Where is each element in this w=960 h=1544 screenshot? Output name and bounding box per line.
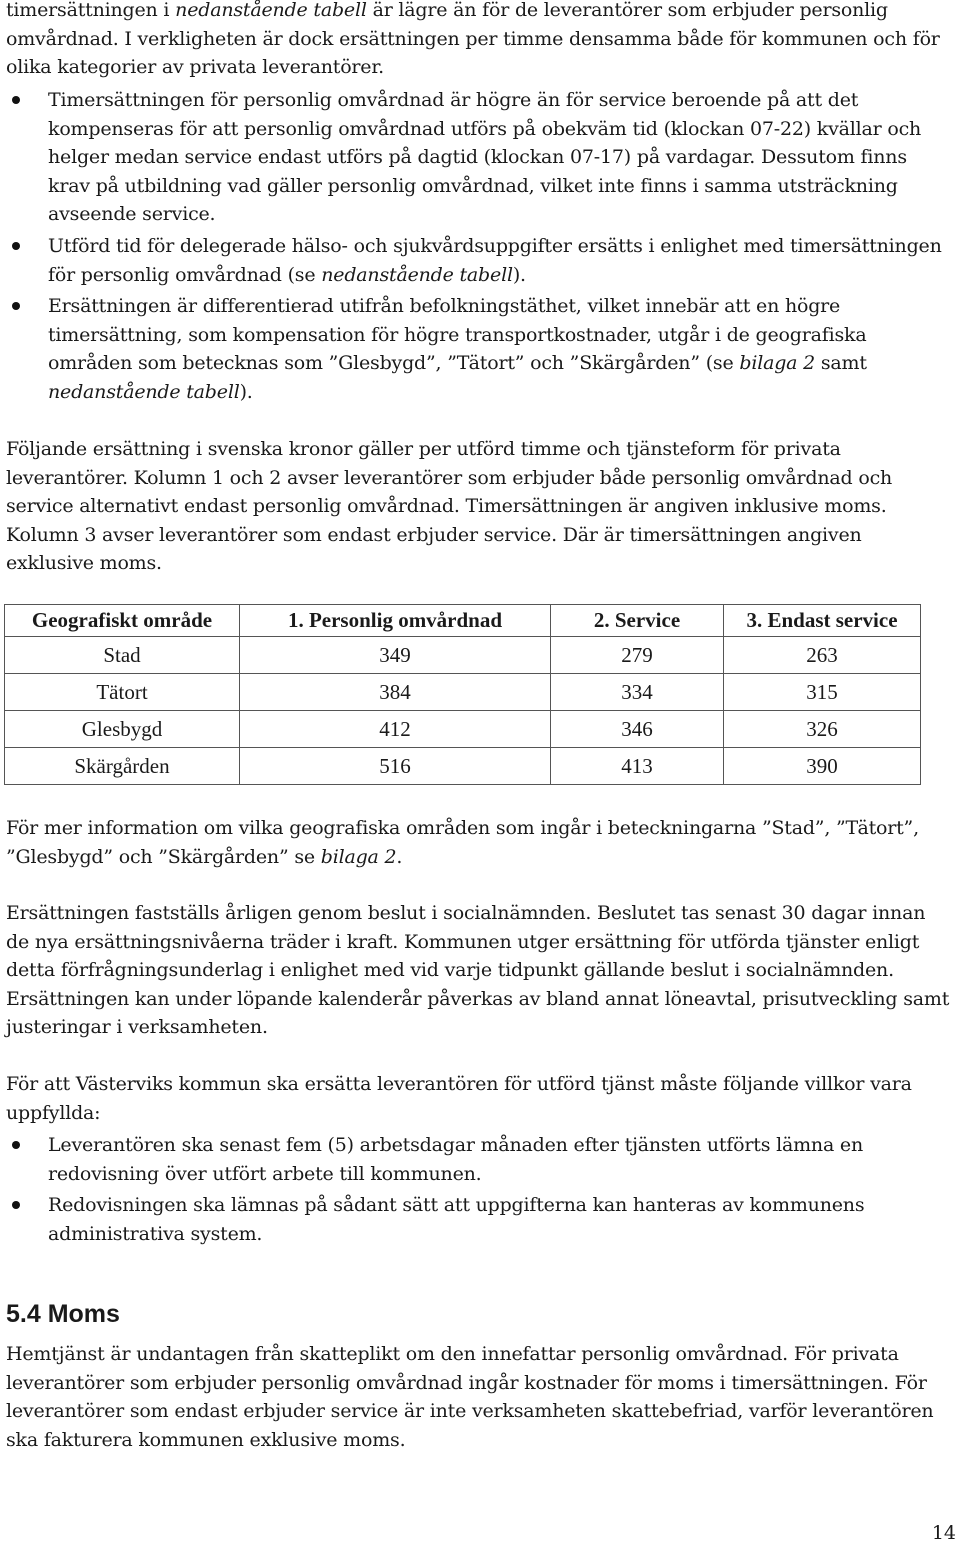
table-cell: 413 <box>551 748 724 785</box>
table-cell: 315 <box>724 674 921 711</box>
table-cell: Glesbygd <box>5 711 240 748</box>
rates-table <box>4 604 921 785</box>
table-cell: 279 <box>551 637 724 674</box>
list-item-emphasis: nedanstående tabell <box>321 263 513 286</box>
list-item <box>6 86 954 229</box>
intro-text-end: är lägre än för de leverantörer som erbjuder personlig omvårdnad. I verkligheten är dock ersättningen per timme densamma både för kommunen och för olika kategorier av privata leverantörer. <box>6 0 940 79</box>
column-header: Geografiskt område <box>5 605 240 637</box>
list-item-text: Timersättningen för personlig omvårdnad är högre än för service beroende på att det kompenseras för att personlig omvårdnad utförs på obekväm tid (klockan 07-22) kvällar och helger medan service endast utförs på dagtid (klockan 07-17) på vardagar. Dessutom finns krav på utbildning vad gäller personlig omvårdnad, vilket inte finns i samma utsträckning avseende service. <box>48 89 922 226</box>
bullet-icon <box>12 242 20 250</box>
table-cell: Stad <box>5 637 240 674</box>
bullet-icon <box>12 1201 20 1209</box>
column-header: 3. Endast service <box>724 605 921 637</box>
table-header-row <box>5 605 921 637</box>
table-cell: 516 <box>240 748 551 785</box>
list-item-emphasis: bilaga 2 <box>739 352 816 375</box>
table-cell: 346 <box>551 711 724 748</box>
more-info-emphasis: bilaga 2 <box>320 845 397 868</box>
table-row <box>5 711 921 748</box>
table-cell: 384 <box>240 674 551 711</box>
more-info-paragraph <box>6 814 954 871</box>
list-item-text: Leverantören ska senast fem (5) arbetsdagar månaden efter tjänsten utförts lämna en redovisning över utfört arbete till kommunen. <box>48 1134 863 1185</box>
list-item-emphasis-2: nedanstående tabell <box>48 380 240 403</box>
table-cell: 390 <box>724 748 921 785</box>
list-item <box>6 292 954 406</box>
list-item-text-end: ). <box>239 380 253 403</box>
list-item-text: Utförd tid för delegerade hälso- och sjukvårdsuppgifter ersätts i enlighet med timersättningen för personlig omvårdnad (se <box>48 234 942 286</box>
table-cell: Skärgården <box>5 748 240 785</box>
table-cell: 412 <box>240 711 551 748</box>
column-header: 1. Personlig omvårdnad <box>240 605 551 637</box>
bullet-icon <box>12 302 20 310</box>
list-item <box>6 1131 954 1188</box>
bullet-icon <box>12 1141 20 1149</box>
bullet-icon <box>12 96 20 104</box>
table-cell: 334 <box>551 674 724 711</box>
bullet-list-conditions <box>6 1131 954 1248</box>
moms-paragraph: Hemtjänst är undantagen från skatteplikt om den innefattar personlig omvårdnad. För privata leverantörer som erbjuder personlig omvårdnad ingår kostnader för moms i timersättningen. För leverantörer som endast erbjuder service är inte verksamheten skattebefriad, varför leverantören ska fakturera kommunen exklusive moms. <box>6 1343 934 1451</box>
intro-emphasis: nedanstående tabell <box>175 0 367 21</box>
intro-text-start: timersättningen i <box>6 0 176 21</box>
bullet-list-top <box>6 86 954 407</box>
list-item-text: Redovisningen ska lämnas på sådant sätt att uppgifterna kan hanteras av kommunens administrativa system. <box>48 1194 865 1245</box>
table-row <box>5 637 921 674</box>
more-info-text-end: . <box>396 845 403 868</box>
annual-paragraph: Ersättningen fastställs årligen genom beslut i socialnämnden. Beslutet tas senast 30 dagar innan de nya ersättningsnivåerna träder i kraft. Kommunen utger ersättning för utförda tjänster enligt detta förfrågningsunderlag i enlighet med vid varje tidpunkt gällande beslut i socialnämnden. Ersättningen kan under löpande kalenderår påverkas av bland annat löneavtal, prisutveckling samt justeringar i verksamheten. <box>6 902 950 1039</box>
table-cell: 326 <box>724 711 921 748</box>
column-header: 2. Service <box>551 605 724 637</box>
more-info-text: För mer information om vilka geografiska områden som ingår i beteckningarna ”Stad”, ”Tätort”, ”Glesbygd” och ”Skärgården” se <box>6 817 919 868</box>
table-intro-paragraph: Följande ersättning i svenska kronor gäller per utförd timme och tjänsteform för privata leverantörer. Kolumn 1 och 2 avser leverantörer som erbjuder både personlig omvårdnad och service alternativt endast personlig omvårdnad. Timersättningen är angiven inklusive moms. Kolumn 3 avser leverantörer som endast erbjuder service. Där är timersättningen angiven exklusive moms. <box>6 438 893 575</box>
table-cell: 263 <box>724 637 921 674</box>
table-cell: Tätort <box>5 674 240 711</box>
list-item <box>6 232 954 289</box>
intro-paragraph <box>6 0 954 82</box>
list-item <box>6 1191 954 1248</box>
conditions-paragraph: För att Västerviks kommun ska ersätta leverantören för utförd tjänst måste följande villkor vara uppfyllda: <box>6 1073 912 1124</box>
list-item-text-mid: samt <box>815 352 867 375</box>
table-row <box>5 748 921 785</box>
table-row <box>5 674 921 711</box>
list-item-text: Ersättningen är differentierad utifrån befolkningstäthet, vilket innebär att en högre timersättning, som kompensation för högre transportkostnader, utgår i de geografiska områden som betecknas som ”Glesbygd”, ”Tätort” och ”Skärgården” (se <box>48 295 867 375</box>
list-item-text-end: ). <box>512 263 526 286</box>
section-heading: 5.4 Moms <box>6 1300 120 1328</box>
page-number: 14 <box>931 1522 956 1544</box>
table-cell: 349 <box>240 637 551 674</box>
